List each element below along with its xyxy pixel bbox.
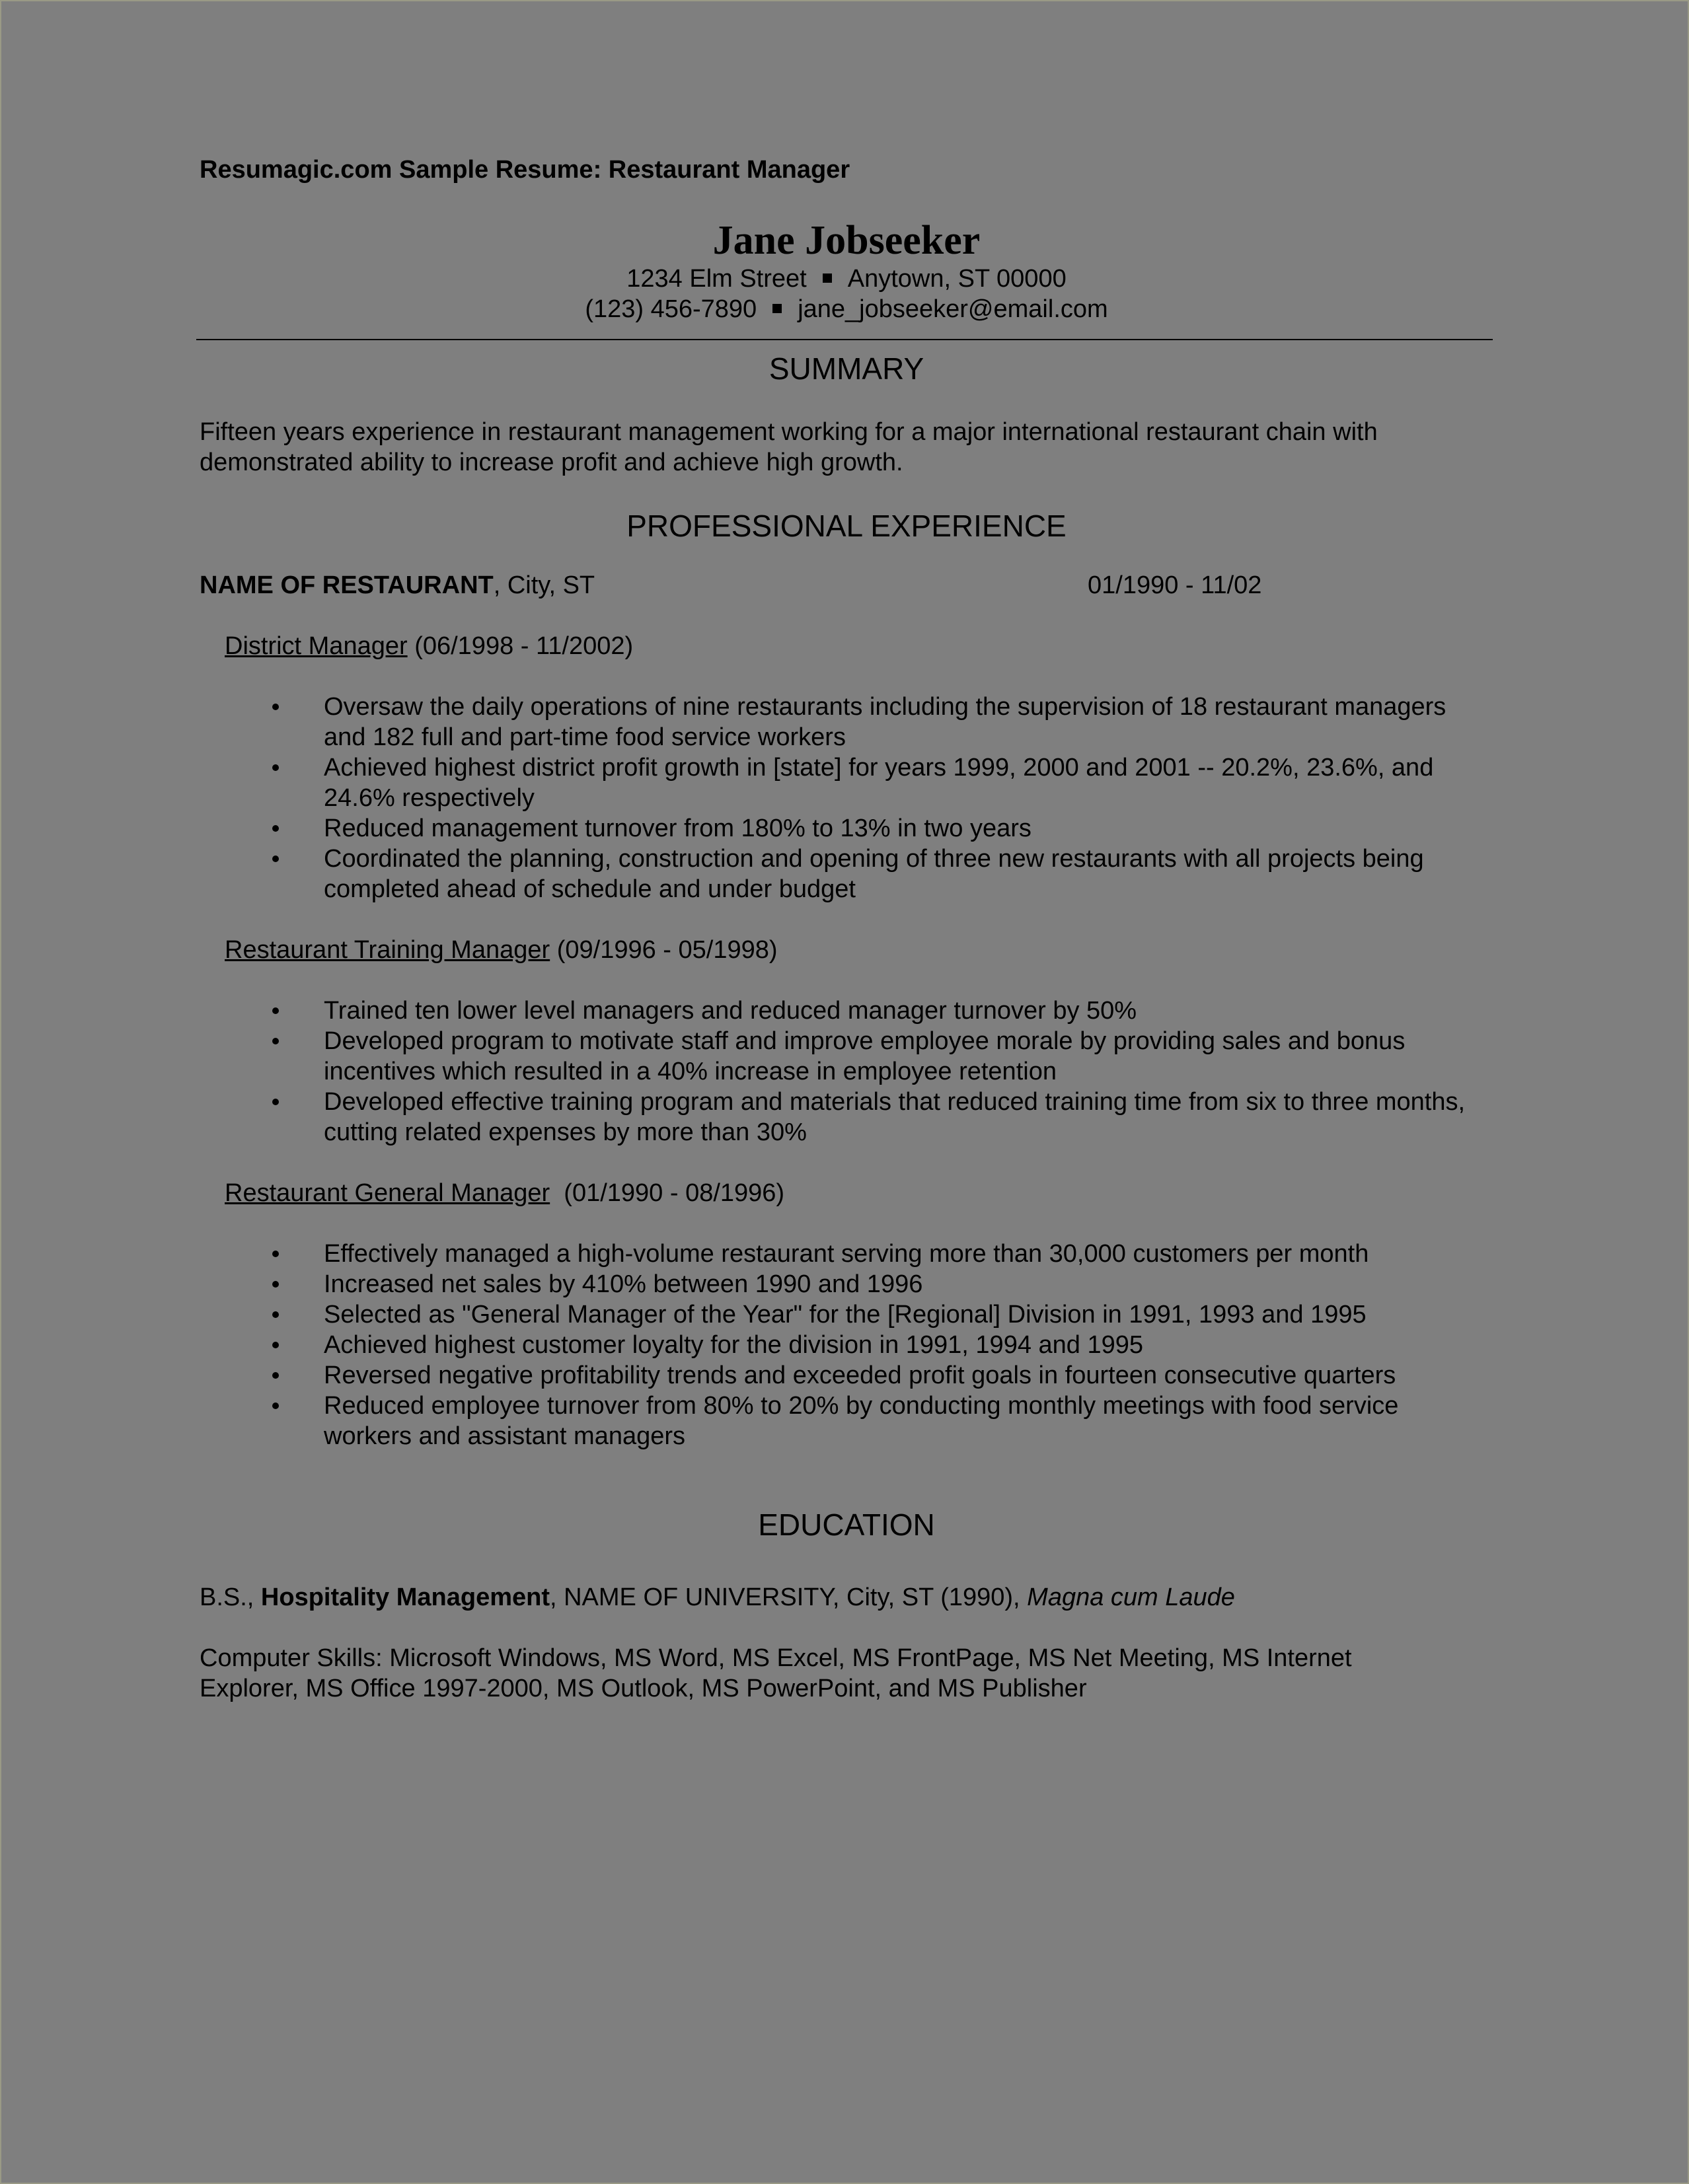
role-heading <box>225 1178 1493 1208</box>
employer-row <box>200 570 1493 601</box>
employer-dates: 01/1990 - 11/02 <box>1088 571 1262 599</box>
role-heading <box>225 631 1493 661</box>
square-bullet-icon <box>772 304 782 313</box>
role-achievements-list <box>200 996 1493 1147</box>
list-item: Developed program to motivate staff and improve employee morale by providing sales and bonus incentives which resulted in a 40% increase in employee retention <box>200 1026 1474 1087</box>
bullet-icon <box>272 704 279 710</box>
bullet-icon <box>272 1311 279 1318</box>
degree-honors: Magna cum Laude <box>1027 1583 1235 1611</box>
employer-location: , City, ST <box>493 571 595 599</box>
list-item: Achieved highest district profit growth in [state] for years 1999, 2000 and 2001 -- 20.2%, 23.6%, and 24.6% respectively <box>200 752 1474 813</box>
role-achievements-list <box>200 692 1493 904</box>
resume-document <box>200 155 1493 1704</box>
bullet-icon <box>272 1038 279 1044</box>
sample-resume-title: Resumagic.com Sample Resume: Restaurant Manager <box>200 156 850 184</box>
list-item: Reduced management turnover from 180% to 13% in two years <box>200 813 1474 844</box>
bullet-icon <box>272 1251 279 1257</box>
bullet-icon <box>272 825 279 832</box>
role-title: District Manager <box>225 632 408 660</box>
candidate-name: Jane Jobseeker <box>712 218 981 263</box>
list-item: Increased net sales by 410% between 1990 and 1996 <box>200 1269 1474 1299</box>
computer-skills: Computer Skills: Microsoft Windows, MS Word, MS Excel, MS FrontPage, MS Net Meeting, MS Internet Explorer, MS Office 1997-2000, MS Outlook, MS PowerPoint, and MS Publisher <box>200 1644 1352 1702</box>
list-item: Reversed negative profitability trends and exceeded profit goals in fourteen consecutive quarters <box>200 1360 1474 1391</box>
list-item: Trained ten lower level managers and reduced manager turnover by 50% <box>200 996 1474 1026</box>
list-item: Selected as "General Manager of the Year" for the [Regional] Division in 1991, 1993 and 1995 <box>200 1299 1474 1330</box>
experience-heading: PROFESSIONAL EXPERIENCE <box>626 509 1067 543</box>
email-address: jane_jobseeker@email.com <box>798 295 1108 323</box>
bullet-icon <box>272 1007 279 1014</box>
bullet-icon <box>272 1342 279 1348</box>
header-divider <box>196 339 1493 340</box>
role-heading <box>225 935 1493 965</box>
list-item: Achieved highest customer loyalty for the division in 1991, 1994 and 1995 <box>200 1330 1474 1360</box>
employer-name: NAME OF RESTAURANT <box>200 571 494 599</box>
list-item: Reduced employee turnover from 80% to 20% by conducting monthly meetings with food service workers and assistant managers <box>200 1391 1474 1451</box>
role-dates: (06/1998 - 11/2002) <box>407 632 634 660</box>
phone-number: (123) 456-7890 <box>585 295 757 323</box>
summary-heading: SUMMARY <box>769 351 924 386</box>
role-title: Restaurant General Manager <box>225 1179 550 1207</box>
address-city: Anytown, ST 00000 <box>847 265 1067 293</box>
list-item: Coordinated the planning, construction and opening of three new restaurants with all projects being completed ahead of schedule and under budget <box>200 844 1474 904</box>
bullet-icon <box>272 1372 279 1379</box>
bullet-icon <box>272 1281 279 1288</box>
list-item: Oversaw the daily operations of nine restaurants including the supervision of 18 restaurant managers and 182 full and part-time food service workers <box>200 692 1474 752</box>
address-street: 1234 Elm Street <box>626 265 807 293</box>
bullet-icon <box>272 1099 279 1105</box>
role-title: Restaurant Training Manager <box>225 936 550 964</box>
bullet-icon <box>272 855 279 862</box>
bullet-icon <box>272 1402 279 1409</box>
list-item: Developed effective training program and materials that reduced training time from six to three months, cutting related expenses by more than 30% <box>200 1087 1474 1147</box>
bullet-icon <box>272 764 279 771</box>
phone-email-line <box>200 294 1493 324</box>
role-achievements-list <box>200 1239 1493 1451</box>
list-item: Effectively managed a high-volume restaurant serving more than 30,000 customers per month <box>200 1239 1474 1269</box>
square-bullet-icon <box>823 273 832 283</box>
role-dates: (01/1990 - 08/1996) <box>550 1179 785 1207</box>
role-dates: (09/1996 - 05/1998) <box>550 936 778 964</box>
degree-major: Hospitality Management <box>260 1583 550 1611</box>
summary-text: Fifteen years experience in restaurant management working for a major international restaurant chain with demonstrated ability to increase profit and achieve high growth. <box>200 418 1378 476</box>
address-line <box>200 264 1493 294</box>
education-heading: EDUCATION <box>758 1508 935 1542</box>
degree-line: B.S., Hospitality Management, NAME OF UNIVERSITY, City, ST (1990), Magna cum Laude <box>200 1583 1235 1611</box>
